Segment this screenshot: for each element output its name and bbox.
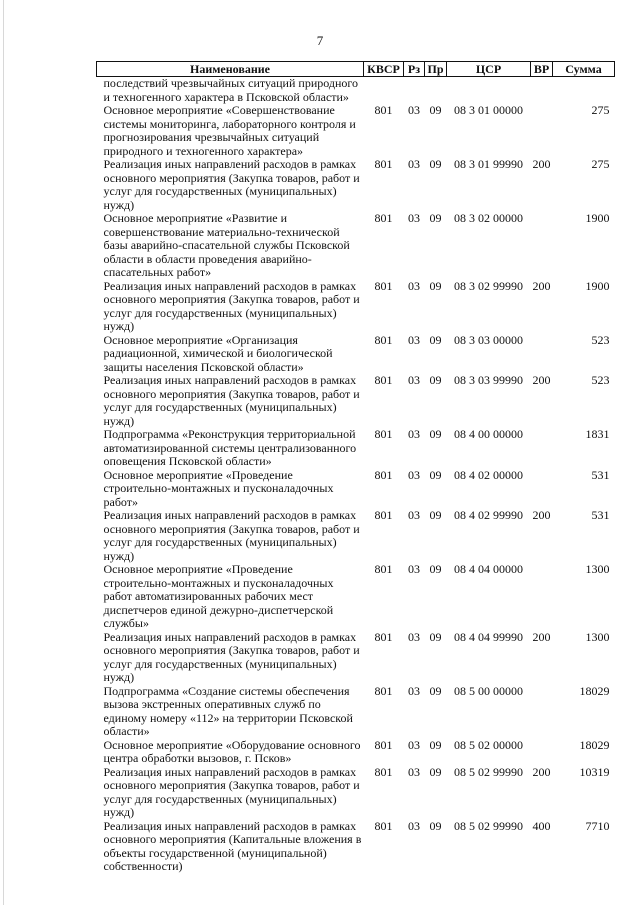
cell-rz: 03	[408, 764, 420, 779]
cell-kvsr: 801	[374, 818, 393, 833]
cell-sum: 275	[591, 157, 610, 171]
cell-pr: 09	[429, 103, 442, 117]
cell-name: Основное мероприятие «Проведение строительно-монтажных и пусконаладочных работ автоматизированных рабочих мест диспетчеров единой дежурно-диспетчерской службы»	[103, 562, 334, 630]
cell-pr: 09	[429, 508, 442, 522]
cell-rz: 03	[408, 332, 420, 347]
page-number: 7	[316, 33, 324, 48]
cell-sum: 1300	[585, 629, 610, 644]
cell-sum: 1900	[585, 278, 610, 293]
scan-edge-line	[3, 0, 4, 905]
table-row	[97, 334, 615, 375]
cell-rz: 03	[408, 467, 420, 482]
table-row	[97, 631, 615, 685]
cell-csr: 08 4 04 00000	[454, 562, 523, 576]
header-kvsr: КВСР	[364, 62, 404, 77]
cell-name: Основное мероприятие «Оборудование основного центра обработки вызовов, г. Псков»	[103, 737, 361, 765]
cell-sum: 10319	[579, 764, 610, 779]
table-row	[97, 685, 615, 739]
table-row	[97, 509, 615, 563]
cell-csr: 08 5 02 99990	[454, 818, 523, 833]
cell-sum: 531	[591, 508, 610, 522]
cell-name: Реализация иных направлений расходов в рамках основного мероприятия (Закупка товаров, работ и услуг для государственных (муниципальных) нужд)	[103, 278, 360, 333]
table-row	[97, 158, 615, 212]
cell-csr: 08 3 02 99990	[454, 278, 523, 293]
cell-kvsr: 801	[374, 373, 393, 387]
table-row	[97, 374, 615, 428]
table-row	[97, 820, 615, 874]
cell-pr: 09	[429, 157, 442, 171]
cell-vr: 200	[532, 278, 551, 293]
cell-kvsr: 801	[374, 157, 393, 171]
cell-rz: 03	[408, 157, 420, 171]
cell-sum: 523	[591, 332, 610, 347]
cell-csr	[447, 77, 531, 105]
cell-name: Реализация иных направлений расходов в рамках основного мероприятия (Закупка товаров, работ и услуг для государственных (муниципальных) нужд)	[103, 157, 360, 212]
cell-sum: 523	[591, 373, 610, 387]
header-sum: Сумма	[553, 62, 615, 77]
cell-pr: 09	[429, 373, 442, 387]
header-pr: Пр	[425, 62, 447, 77]
cell-csr: 08 4 04 99990	[454, 629, 523, 644]
cell-vr	[531, 77, 553, 105]
cell-rz: 03	[408, 737, 420, 752]
cell-vr	[531, 685, 553, 739]
cell-name: Подпрограмма «Создание системы обеспечения вызова экстренных оперативных служб по единому номеру «112» на территории Псковской области»	[103, 683, 353, 738]
cell-rz: 03	[408, 278, 420, 293]
cell-name: Основное мероприятие «Проведение строительно-монтажных и пусконаладочных работ»	[103, 467, 334, 509]
cell-name: Реализация иных направлений расходов в рамках основного мероприятия (Закупка товаров, работ и услуг для государственных (муниципальных) нужд)	[103, 764, 360, 819]
cell-sum: 275	[591, 103, 610, 117]
table-row	[97, 280, 615, 334]
cell-kvsr: 801	[374, 764, 393, 779]
cell-sum: 1831	[585, 427, 610, 441]
cell-kvsr: 801	[374, 683, 393, 698]
cell-kvsr: 801	[374, 467, 393, 482]
cell-vr	[531, 739, 553, 766]
cell-csr: 08 3 01 00000	[454, 103, 523, 117]
cell-csr: 08 4 02 99990	[454, 508, 523, 522]
cell-pr: 09	[429, 683, 442, 698]
cell-csr: 08 4 02 00000	[454, 467, 523, 482]
cell-kvsr: 801	[374, 103, 393, 117]
cell-name: Основное мероприятие «Организация радиационной, химической и биологической защиты населения Псковской области»	[103, 332, 333, 374]
cell-vr: 200	[532, 157, 551, 171]
cell-vr	[531, 212, 553, 280]
cell-rz: 03	[408, 508, 420, 522]
header-vr: ВР	[531, 62, 553, 77]
cell-vr: 200	[532, 508, 551, 522]
cell-pr: 09	[429, 629, 442, 644]
cell-pr: 09	[429, 764, 442, 779]
table-row	[97, 469, 615, 510]
cell-kvsr: 801	[374, 332, 393, 347]
cell-pr: 09	[429, 332, 442, 347]
cell-kvsr: 801	[374, 508, 393, 522]
cell-sum: 531	[591, 467, 610, 482]
cell-vr: 200	[532, 629, 551, 644]
budget-table	[96, 61, 615, 874]
cell-pr: 09	[429, 427, 442, 441]
cell-pr	[425, 77, 447, 105]
table-header-row	[97, 62, 615, 77]
cell-vr: 400	[532, 818, 551, 833]
cell-kvsr: 801	[374, 629, 393, 644]
cell-name: Реализация иных направлений расходов в рамках основного мероприятия (Закупка товаров, работ и услуг для государственных (муниципальных) нужд)	[103, 373, 360, 428]
cell-csr: 08 5 02 00000	[454, 737, 523, 752]
cell-name: Подпрограмма «Реконструкция территориальной автоматизированной системы централизованного оповещения Псковской области»	[103, 427, 357, 468]
cell-csr: 08 5 02 99990	[454, 764, 523, 779]
cell-vr	[531, 334, 553, 375]
cell-vr	[531, 469, 553, 510]
table-row	[97, 77, 615, 105]
cell-pr: 09	[429, 737, 442, 752]
cell-csr: 08 3 03 99990	[454, 373, 523, 387]
header-name: Наименование	[97, 62, 364, 77]
table-row	[97, 212, 615, 280]
cell-csr: 08 3 01 99990	[454, 157, 523, 171]
cell-kvsr: 801	[374, 562, 393, 576]
cell-csr: 08 3 03 00000	[454, 332, 523, 347]
cell-name: последствий чрезвычайных ситуаций природного и техногенного характера в Псковской области»	[103, 76, 359, 104]
cell-rz: 03	[408, 427, 420, 441]
cell-rz: 03	[408, 629, 420, 644]
cell-vr	[531, 563, 553, 631]
cell-sum: 18029	[579, 737, 610, 752]
cell-kvsr: 801	[374, 737, 393, 752]
table-row	[97, 766, 615, 820]
cell-rz: 03	[408, 103, 420, 117]
header-csr: ЦСР	[447, 62, 531, 77]
cell-vr: 200	[532, 764, 551, 779]
table-row	[97, 428, 615, 469]
cell-kvsr: 801	[374, 278, 393, 293]
cell-vr	[531, 428, 553, 469]
cell-pr: 09	[429, 818, 442, 833]
cell-pr: 09	[429, 278, 442, 293]
table-row	[97, 563, 615, 631]
cell-sum	[553, 77, 615, 105]
table-row	[97, 104, 615, 158]
cell-rz: 03	[408, 211, 420, 225]
cell-pr: 09	[429, 562, 442, 576]
cell-sum: 1300	[585, 562, 610, 576]
cell-sum: 18029	[579, 683, 610, 698]
cell-pr: 09	[429, 467, 442, 482]
cell-pr: 09	[429, 211, 442, 225]
cell-name: Реализация иных направлений расходов в рамках основного мероприятия (Капитальные вложения в объекты государственной (муниципальной) собственности)	[103, 818, 362, 873]
cell-kvsr	[364, 77, 404, 105]
cell-csr: 08 5 00 00000	[454, 683, 523, 698]
table-row	[97, 739, 615, 766]
cell-kvsr: 801	[374, 211, 393, 225]
cell-rz: 03	[408, 373, 420, 387]
cell-sum: 7710	[585, 818, 610, 833]
cell-name: Реализация иных направлений расходов в рамках основного мероприятия (Закупка товаров, работ и услуг для государственных (муниципальных) нужд)	[103, 629, 360, 684]
cell-name: Реализация иных направлений расходов в рамках основного мероприятия (Закупка товаров, работ и услуг для государственных (муниципальных) нужд)	[103, 508, 360, 563]
cell-csr: 08 3 02 00000	[454, 211, 523, 225]
header-rz: Рз	[404, 62, 425, 77]
cell-name: Основное мероприятие «Развитие и совершенствование материально-технической базы аварийно-спасательной службы Псковской области в области проведения аварийно-спасательных работ»	[103, 211, 350, 279]
cell-rz	[404, 77, 425, 105]
cell-vr	[531, 104, 553, 158]
cell-kvsr: 801	[374, 427, 393, 441]
cell-rz: 03	[408, 818, 420, 833]
cell-vr: 200	[532, 373, 551, 387]
table-body	[97, 77, 615, 874]
cell-rz: 03	[408, 683, 420, 698]
cell-name: Основное мероприятие «Совершенствование системы мониторинга, лабораторного контроля и прогнозирования чрезвычайных ситуаций природного и техногенного характера»	[103, 103, 356, 158]
cell-rz: 03	[408, 562, 420, 576]
cell-csr: 08 4 00 00000	[454, 427, 523, 441]
cell-sum: 1900	[585, 211, 610, 225]
